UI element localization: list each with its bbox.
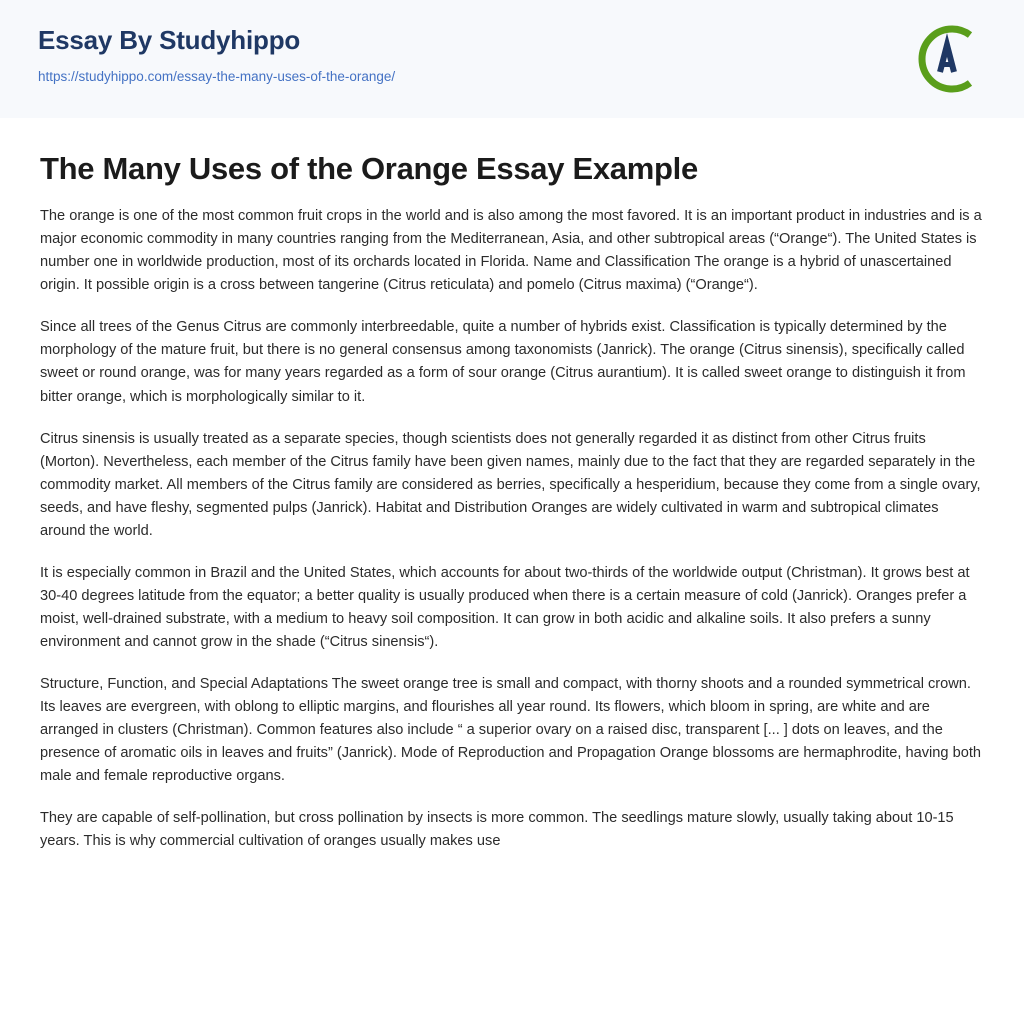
brand-name: Studyhippo	[159, 25, 301, 55]
page-title: The Many Uses of the Orange Essay Example	[40, 151, 698, 186]
studyhippo-logo	[910, 22, 984, 96]
brand-prefix: Essay By	[38, 25, 160, 55]
paragraph: Citrus sinensis is usually treated as a separate species, though scientists does not generally regarded it as distinct from other Citrus fruits (Morton). Nevertheless, each member of the Citrus family have been given names, mainly due to the fact that they are regarded separately in the commodity market. All members of the Citrus family are considered as berries, specifically a hesperidium, because they come from a single ovary, seeds, and have fleshy, segmented pulps (Janrick). Habitat and Distribution Oranges are widely cultivated in warm and subtropical climates around the world.	[40, 430, 981, 539]
paragraph: They are capable of self-pollination, but cross pollination by insects is more common. The seedlings mature slowly, usually taking about 10-15 years. This is why commercial cultivation of oranges usually makes use	[40, 810, 954, 850]
site-header	[0, 0, 1024, 118]
paragraph: Since all trees of the Genus Citrus are commonly interbreedable, quite a number of hybrids exist. Classification is typically determined by the morphology of the mature fruit, but there is no general consensus among taxonomists (Janrick). The orange (Citrus sinensis), specifically called sweet or round orange, was for many years regarded as a form of sour orange (Citrus aurantium). It is called sweet orange to distinguish it from bitter orange, which is morphologically similar to it.	[40, 319, 966, 405]
article-body	[0, 118, 1024, 853]
source-url-link[interactable]: https://studyhippo.com/essay-the-many-uses-of-the-orange/	[38, 68, 396, 84]
paragraph: The orange is one of the most common fruit crops in the world and is also among the most favored. It is an important product in industries and is a major economic commodity in many countries ranging from the Mediterranean, Asia, and other subtropical areas (“Orange“). The United States is number one in worldwide production, most of its orchards located in Florida. Name and Classification The orange is a hybrid of unascertained origin. It possible origin is a cross between tangerine (Citrus reticulata) and pomelo (Citrus maxima) (“Orange“).	[40, 208, 982, 294]
brand-title	[38, 26, 986, 55]
paragraph: Structure, Function, and Special Adaptations The sweet orange tree is small and compact, with thorny shoots and a rounded symmetrical crown. Its leaves are evergreen, with oblong to elliptic margins, and flourishes all year round. Its flowers, which bloom in spring, are white and are arranged in clusters (Christman). Common features also include “ a superior ovary on a raised disc, transparent [... ] dots on leaves, and the presence of aromatic oils in leaves and fruits” (Janrick). Mode of Reproduction and Propagation Orange blossoms are hermaphrodite, having both male and female reproductive organs.	[40, 675, 981, 785]
paragraph: It is especially common in Brazil and the United States, which accounts for about two-thirds of the worldwide output (Christman). It grows best at 30-40 degrees latitude from the equator; a better quality is usually produced when there is a certain measure of cold (Janrick). Oranges prefer a moist, well-drained substrate, with a medium to heavy soil composition. It can grow in both acidic and alkaline soils. It also prefers a sunny environment and cannot grow in the shade (“Citrus sinensis“).	[40, 564, 970, 650]
